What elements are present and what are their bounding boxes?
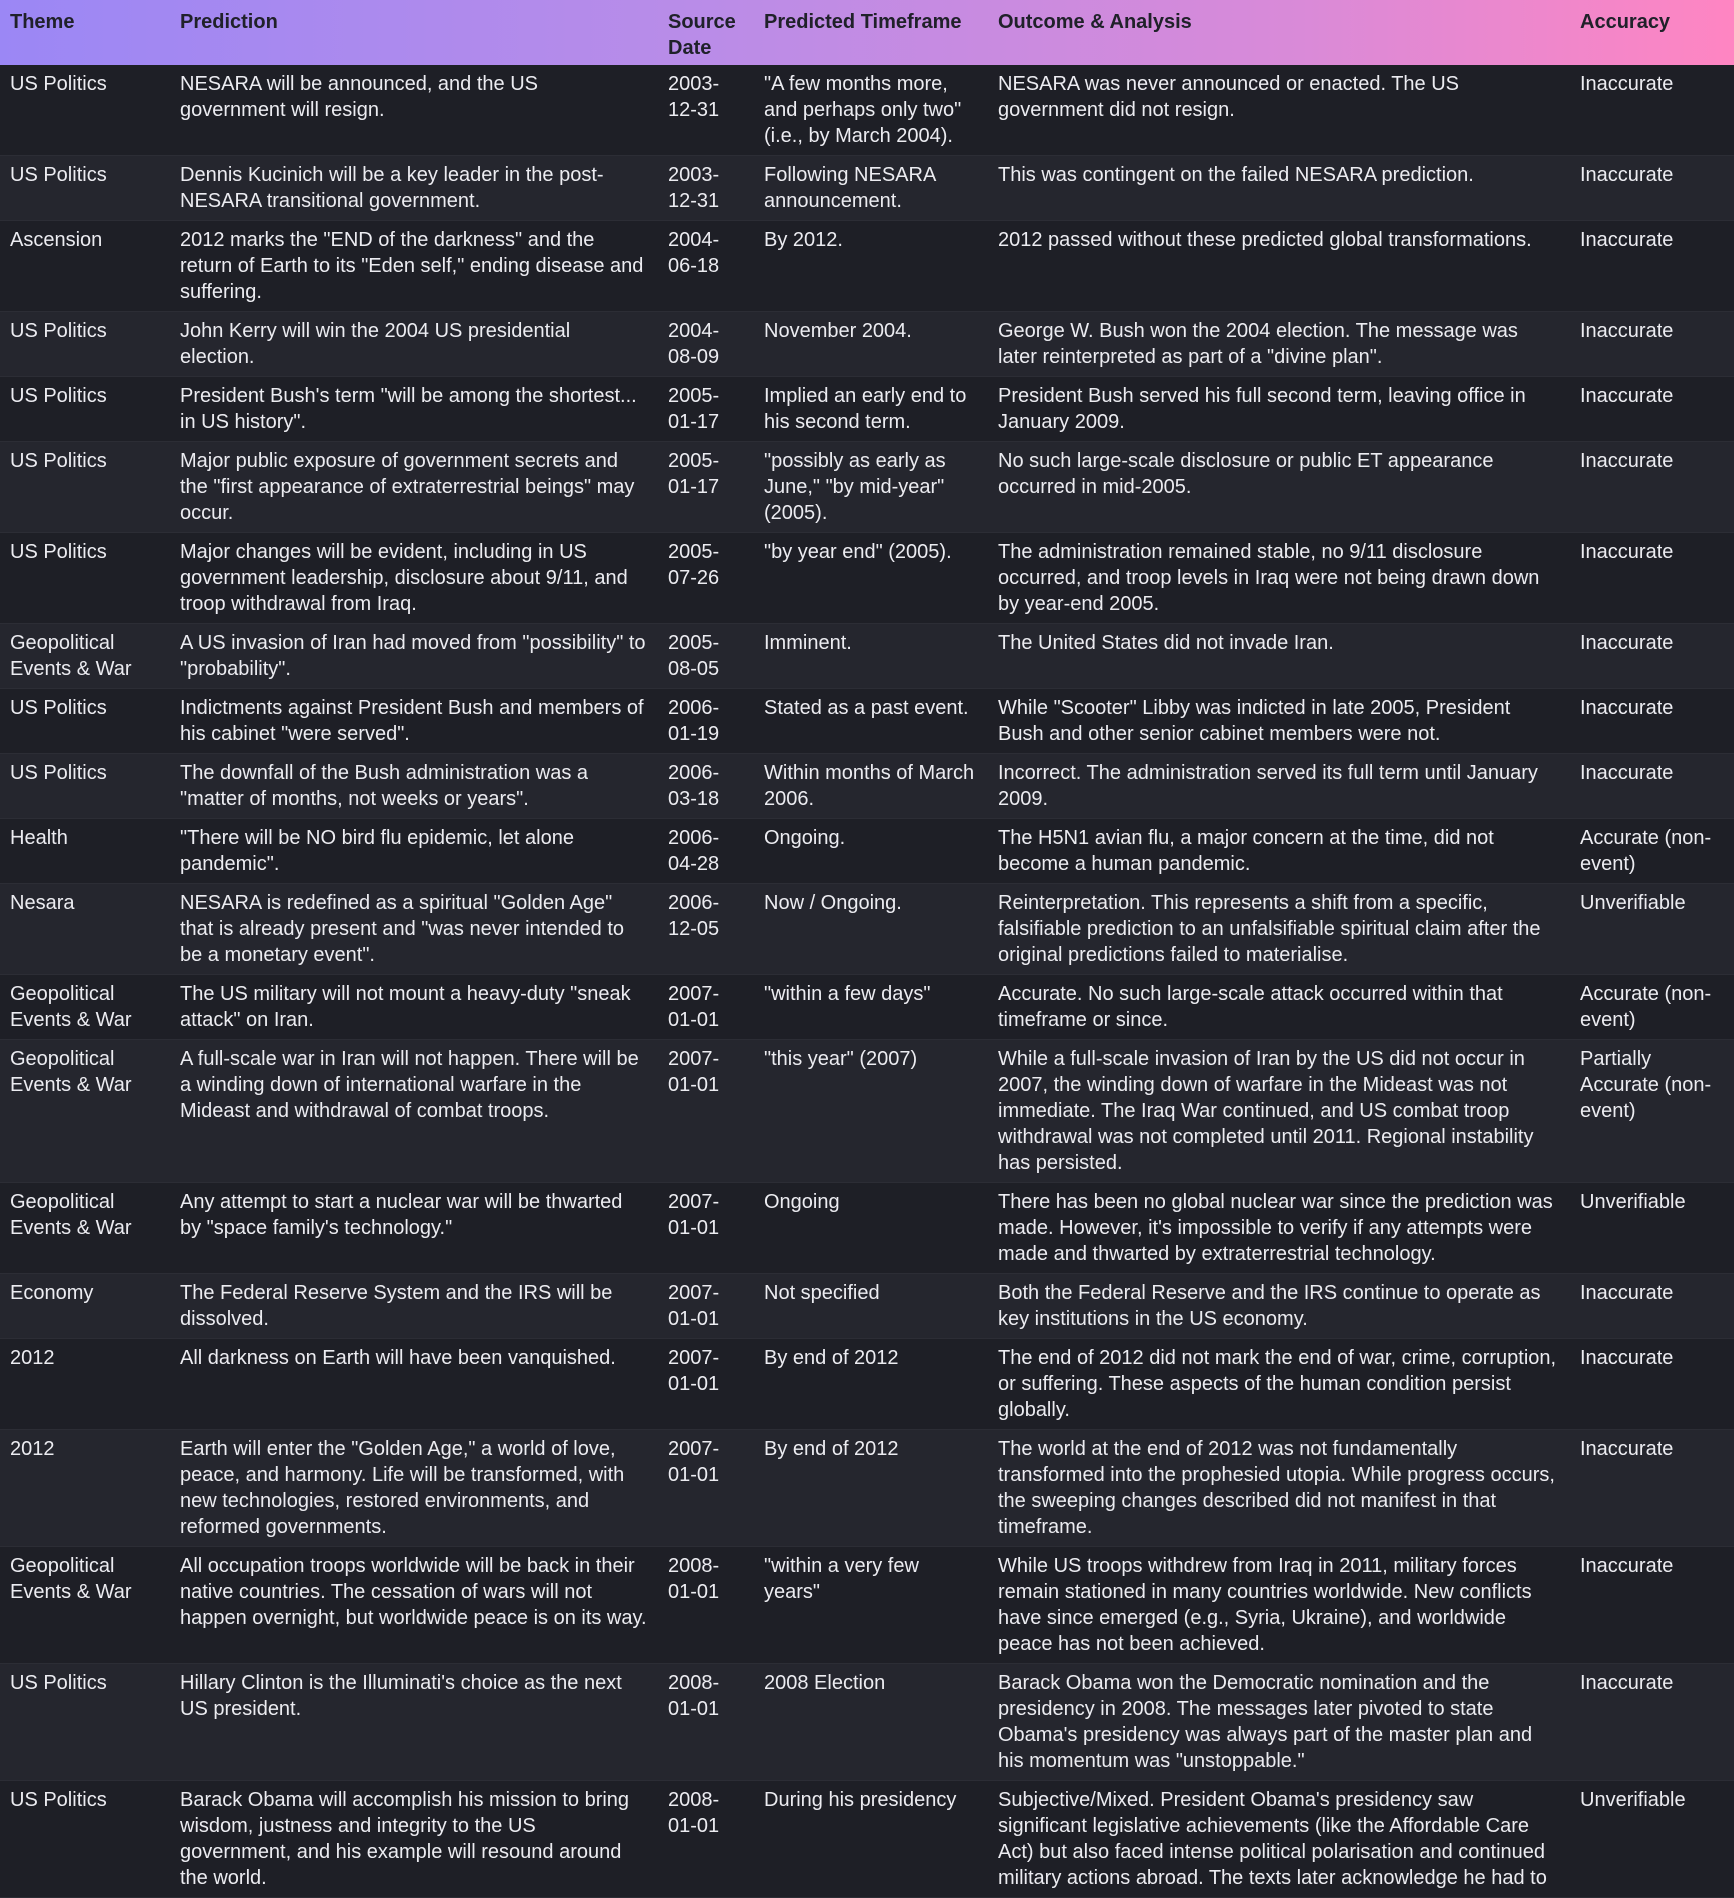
cell-prediction: "There will be NO bird flu epidemic, let alone pandemic". bbox=[180, 827, 574, 875]
cell-prediction: All occupation troops worldwide will be back in their native countries. The cessation of wars will not happen overnight, but worldwide peace is on its way. bbox=[180, 1555, 647, 1629]
cell-source-date: 2005-01-17 bbox=[668, 385, 720, 433]
cell-timeframe: Stated as a past event. bbox=[764, 697, 969, 719]
cell-theme: Economy bbox=[10, 1282, 94, 1304]
cell-source-date: 2003-12-31 bbox=[668, 164, 720, 212]
cell-accuracy: Partially Accurate (non-event) bbox=[1580, 1048, 1712, 1122]
cell-timeframe: "within a very few years" bbox=[764, 1555, 919, 1603]
table-row bbox=[0, 1040, 1734, 1183]
table-row bbox=[0, 975, 1734, 1040]
cell-timeframe: "within a few days" bbox=[764, 983, 931, 1005]
cell-timeframe: November 2004. bbox=[764, 320, 912, 342]
cell-prediction: The downfall of the Bush administration was a "matter of months, not weeks or years". bbox=[180, 762, 588, 810]
table-row bbox=[0, 533, 1734, 624]
cell-prediction: Earth will enter the "Golden Age," a world of love, peace, and harmony. Life will be transformed, with new technologies, restored environments, and reformed governments. bbox=[180, 1438, 625, 1538]
table-row bbox=[0, 65, 1734, 156]
cell-timeframe: Imminent. bbox=[764, 632, 852, 654]
cell-source-date: 2006-12-05 bbox=[668, 892, 720, 940]
cell-outcome: While a full-scale invasion of Iran by the US did not occur in 2007, the winding down of warfare in the Mideast was not immediate. The Iraq War continued, and US combat troop withdrawal was not completed until 2011. Regional instability has persisted. bbox=[998, 1048, 1534, 1174]
cell-theme: Geopolitical Events & War bbox=[10, 1555, 132, 1603]
cell-prediction: President Bush's term "will be among the shortest... in US history". bbox=[180, 385, 637, 433]
cell-outcome: The world at the end of 2012 was not fundamentally transformed into the prophesied utopia. While progress occurs, the sweeping changes described did not manifest in that timeframe. bbox=[998, 1438, 1555, 1538]
cell-accuracy: Unverifiable bbox=[1580, 1191, 1686, 1213]
cell-accuracy: Inaccurate bbox=[1580, 1347, 1674, 1369]
cell-timeframe: "this year" (2007) bbox=[764, 1048, 918, 1070]
cell-prediction: The US military will not mount a heavy-duty "sneak attack" on Iran. bbox=[180, 983, 631, 1031]
cell-accuracy: Inaccurate bbox=[1580, 697, 1674, 719]
table-row bbox=[0, 156, 1734, 221]
cell-timeframe: Not specified bbox=[764, 1282, 880, 1304]
cell-source-date: 2007-01-01 bbox=[668, 1438, 720, 1486]
cell-theme: US Politics bbox=[10, 164, 107, 186]
cell-accuracy: Accurate (non-event) bbox=[1580, 983, 1712, 1031]
cell-theme: US Politics bbox=[10, 320, 107, 342]
cell-outcome: The United States did not invade Iran. bbox=[998, 632, 1334, 654]
header-predicted-timeframe[interactable]: Predicted Timeframe bbox=[764, 11, 962, 33]
cell-prediction: Major changes will be evident, including in US government leadership, disclosure about 9/11, and troop withdrawal from Iraq. bbox=[180, 541, 628, 615]
table-row bbox=[0, 754, 1734, 819]
cell-accuracy: Inaccurate bbox=[1580, 320, 1674, 342]
table-header bbox=[0, 0, 1734, 65]
cell-source-date: 2003-12-31 bbox=[668, 73, 720, 121]
cell-timeframe: By end of 2012 bbox=[764, 1347, 899, 1369]
cell-outcome: NESARA was never announced or enacted. The US government did not resign. bbox=[998, 73, 1460, 121]
cell-outcome: The end of 2012 did not mark the end of war, crime, corruption, or suffering. These aspects of the human condition persist globally. bbox=[998, 1347, 1557, 1421]
cell-outcome: There has been no global nuclear war since the prediction was made. However, it's impossible to verify if any attempts were made and thwarted by extraterrestrial technology. bbox=[998, 1191, 1553, 1265]
cell-prediction: A full-scale war in Iran will not happen. There will be a winding down of international warfare in the Mideast and withdrawal of combat troops. bbox=[180, 1048, 639, 1122]
cell-source-date: 2007-01-01 bbox=[668, 983, 720, 1031]
cell-timeframe: Implied an early end to his second term. bbox=[764, 385, 967, 433]
cell-timeframe: Now / Ongoing. bbox=[764, 892, 902, 914]
cell-source-date: 2007-01-01 bbox=[668, 1347, 720, 1395]
cell-theme: Geopolitical Events & War bbox=[10, 1191, 132, 1239]
cell-accuracy: Accurate (non-event) bbox=[1580, 827, 1712, 875]
cell-source-date: 2008-01-01 bbox=[668, 1672, 720, 1720]
cell-source-date: 2006-04-28 bbox=[668, 827, 720, 875]
table-row bbox=[0, 442, 1734, 533]
cell-prediction: A US invasion of Iran had moved from "possibility" to "probability". bbox=[180, 632, 646, 680]
table-row bbox=[0, 1430, 1734, 1547]
cell-source-date: 2005-01-17 bbox=[668, 450, 720, 498]
cell-accuracy: Inaccurate bbox=[1580, 73, 1674, 95]
cell-outcome: Reinterpretation. This represents a shift from a specific, falsifiable prediction to an unfalsifiable spiritual claim after the original predictions failed to materialise. bbox=[998, 892, 1541, 966]
cell-accuracy: Inaccurate bbox=[1580, 1672, 1674, 1694]
cell-theme: Nesara bbox=[10, 892, 75, 914]
table-row bbox=[0, 819, 1734, 884]
cell-source-date: 2004-08-09 bbox=[668, 320, 720, 368]
table-row bbox=[0, 624, 1734, 689]
cell-prediction: Hillary Clinton is the Illuminati's choice as the next US president. bbox=[180, 1672, 622, 1720]
cell-accuracy: Inaccurate bbox=[1580, 541, 1674, 563]
cell-prediction: Barack Obama will accomplish his mission to bring wisdom, justness and integrity to the US government, and his example will resound around the world. bbox=[180, 1789, 630, 1889]
cell-prediction: John Kerry will win the 2004 US presidential election. bbox=[180, 320, 571, 368]
cell-theme: Geopolitical Events & War bbox=[10, 1048, 132, 1096]
cell-theme: US Politics bbox=[10, 385, 107, 407]
cell-accuracy: Inaccurate bbox=[1580, 229, 1674, 251]
cell-prediction: 2012 marks the "END of the darkness" and the return of Earth to its "Eden self," ending disease and suffering. bbox=[180, 229, 644, 303]
cell-accuracy: Inaccurate bbox=[1580, 1555, 1674, 1577]
cell-prediction: Any attempt to start a nuclear war will be thwarted by "space family's technology." bbox=[180, 1191, 623, 1239]
cell-prediction: The Federal Reserve System and the IRS will be dissolved. bbox=[180, 1282, 613, 1330]
cell-accuracy: Inaccurate bbox=[1580, 632, 1674, 654]
cell-outcome: Incorrect. The administration served its full term until January 2009. bbox=[998, 762, 1538, 810]
cell-outcome: Both the Federal Reserve and the IRS continue to operate as key institutions in the US economy. bbox=[998, 1282, 1541, 1330]
cell-accuracy: Unverifiable bbox=[1580, 1789, 1686, 1811]
cell-outcome: No such large-scale disclosure or public ET appearance occurred in mid-2005. bbox=[998, 450, 1494, 498]
cell-timeframe: By end of 2012 bbox=[764, 1438, 899, 1460]
cell-outcome: Barack Obama won the Democratic nomination and the presidency in 2008. The messages later pivoted to state Obama's presidency was always part of the master plan and his momentum was "unstoppable." bbox=[998, 1672, 1533, 1772]
table-row bbox=[0, 221, 1734, 312]
cell-source-date: 2005-08-05 bbox=[668, 632, 720, 680]
cell-timeframe: By 2012. bbox=[764, 229, 843, 251]
cell-accuracy: Inaccurate bbox=[1580, 762, 1674, 784]
table-row bbox=[0, 1274, 1734, 1339]
cell-source-date: 2007-01-01 bbox=[668, 1191, 720, 1239]
cell-outcome: President Bush served his full second term, leaving office in January 2009. bbox=[998, 385, 1526, 433]
cell-outcome: While "Scooter" Libby was indicted in late 2005, President Bush and other senior cabinet members were not. bbox=[998, 697, 1511, 745]
cell-accuracy: Inaccurate bbox=[1580, 164, 1674, 186]
cell-theme: Geopolitical Events & War bbox=[10, 632, 132, 680]
cell-prediction: NESARA will be announced, and the US government will resign. bbox=[180, 73, 538, 121]
cell-outcome: Subjective/Mixed. President Obama's presidency saw significant legislative achievements (like the Affordable Care Act) but also faced intense political polarisation and continued military actions abroad. The texts later acknowledge he had to bbox=[998, 1789, 1547, 1889]
header-theme[interactable]: Theme bbox=[10, 11, 75, 33]
cell-outcome: 2012 passed without these predicted global transformations. bbox=[998, 229, 1532, 251]
cell-prediction: All darkness on Earth will have been vanquished. bbox=[180, 1347, 616, 1369]
cell-timeframe: Ongoing bbox=[764, 1191, 840, 1213]
table-row bbox=[0, 377, 1734, 442]
cell-accuracy: Unverifiable bbox=[1580, 892, 1686, 914]
cell-outcome: While US troops withdrew from Iraq in 2011, military forces remain stationed in many countries worldwide. New conflicts have since emerged (e.g., Syria, Ukraine), and worldwide peace has not been achieved. bbox=[998, 1555, 1532, 1655]
cell-source-date: 2006-01-19 bbox=[668, 697, 720, 745]
cell-theme: US Politics bbox=[10, 762, 107, 784]
cell-timeframe: "possibly as early as June," "by mid-year" (2005). bbox=[764, 450, 946, 524]
cell-outcome: Accurate. No such large-scale attack occurred within that timeframe or since. bbox=[998, 983, 1503, 1031]
cell-source-date: 2004-06-18 bbox=[668, 229, 720, 277]
header-row bbox=[0, 0, 1734, 65]
cell-theme: Geopolitical Events & War bbox=[10, 983, 132, 1031]
cell-theme: 2012 bbox=[10, 1347, 55, 1369]
header-outcome-analysis[interactable]: Outcome & Analysis bbox=[998, 11, 1192, 33]
table-row bbox=[0, 312, 1734, 377]
cell-prediction: Indictments against President Bush and members of his cabinet "were served". bbox=[180, 697, 644, 745]
cell-theme: US Politics bbox=[10, 73, 107, 95]
table-row bbox=[0, 884, 1734, 975]
cell-source-date: 2008-01-01 bbox=[668, 1555, 720, 1603]
cell-source-date: 2007-01-01 bbox=[668, 1048, 720, 1096]
cell-accuracy: Inaccurate bbox=[1580, 450, 1674, 472]
table-row bbox=[0, 1339, 1734, 1430]
cell-source-date: 2005-07-26 bbox=[668, 541, 720, 589]
cell-timeframe: "A few months more, and perhaps only two" (i.e., by March 2004). bbox=[764, 73, 962, 147]
cell-outcome: George W. Bush won the 2004 election. The message was later reinterpreted as part of a "divine plan". bbox=[998, 320, 1518, 368]
cell-source-date: 2008-01-01 bbox=[668, 1789, 720, 1837]
table-row bbox=[0, 1183, 1734, 1274]
header-prediction[interactable]: Prediction bbox=[180, 11, 278, 33]
table-row bbox=[0, 1781, 1734, 1898]
cell-theme: Health bbox=[10, 827, 68, 849]
cell-theme: US Politics bbox=[10, 1672, 107, 1694]
cell-timeframe: 2008 Election bbox=[764, 1672, 886, 1694]
cell-theme: US Politics bbox=[10, 541, 107, 563]
cell-outcome: The H5N1 avian flu, a major concern at the time, did not become a human pandemic. bbox=[998, 827, 1494, 875]
cell-theme: Ascension bbox=[10, 229, 103, 251]
header-accuracy[interactable]: Accuracy bbox=[1580, 11, 1671, 33]
cell-accuracy: Inaccurate bbox=[1580, 1282, 1674, 1304]
header-source-date[interactable]: Source Date bbox=[668, 11, 736, 59]
cell-outcome: The administration remained stable, no 9/11 disclosure occurred, and troop levels in Iraq were not being drawn down by year-end 2005. bbox=[998, 541, 1540, 615]
cell-timeframe: Following NESARA announcement. bbox=[764, 164, 936, 212]
table-body bbox=[0, 65, 1734, 1898]
cell-timeframe: "by year end" (2005). bbox=[764, 541, 952, 563]
cell-theme: US Politics bbox=[10, 1789, 107, 1811]
cell-prediction: NESARA is redefined as a spiritual "Golden Age" that is already present and "was never intended to be a monetary event". bbox=[180, 892, 625, 966]
table-row bbox=[0, 1664, 1734, 1781]
cell-source-date: 2007-01-01 bbox=[668, 1282, 720, 1330]
cell-accuracy: Inaccurate bbox=[1580, 385, 1674, 407]
cell-theme: 2012 bbox=[10, 1438, 55, 1460]
cell-theme: US Politics bbox=[10, 697, 107, 719]
cell-prediction: Major public exposure of government secrets and the "first appearance of extraterrestrial beings" may occur. bbox=[180, 450, 635, 524]
table-row bbox=[0, 1547, 1734, 1664]
cell-timeframe: Within months of March 2006. bbox=[764, 762, 975, 810]
cell-theme: US Politics bbox=[10, 450, 107, 472]
cell-outcome: This was contingent on the failed NESARA prediction. bbox=[998, 164, 1474, 186]
table-row bbox=[0, 689, 1734, 754]
cell-source-date: 2006-03-18 bbox=[668, 762, 720, 810]
cell-timeframe: During his presidency bbox=[764, 1789, 957, 1811]
cell-timeframe: Ongoing. bbox=[764, 827, 846, 849]
cell-accuracy: Inaccurate bbox=[1580, 1438, 1674, 1460]
cell-prediction: Dennis Kucinich will be a key leader in the post-NESARA transitional government. bbox=[180, 164, 604, 212]
